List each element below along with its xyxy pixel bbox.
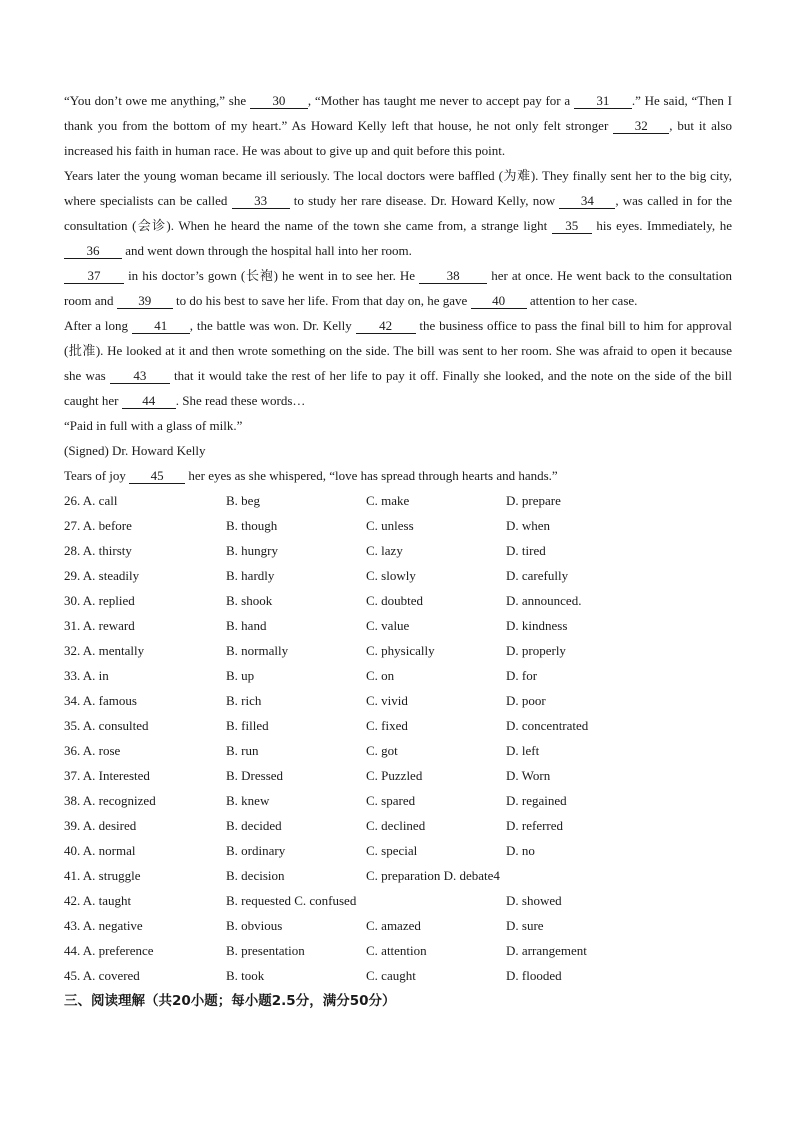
option-d: D. announced. [506,593,582,608]
section-heading: 三、阅读理解（共20小题；每小题2.5分，满分50分） [64,993,396,1009]
passage-text: “You don’t owe me anything,” she [64,93,250,108]
option-b: B. knew [226,793,270,808]
option-b: B. requested C. confused [226,893,357,908]
option-d: D. tired [506,543,546,558]
option-c: C. slowly [366,568,416,583]
option-row [64,688,732,713]
option-row [64,613,732,638]
option-b: B. beg [226,493,260,508]
option-b: B. obvious [226,918,283,933]
option-a: 26. A. call [64,493,118,508]
option-c: C. spared [366,793,416,808]
option-a: 42. A. taught [64,893,132,908]
option-c: C. lazy [366,543,403,558]
blank-42: 42 [356,318,416,334]
option-a: 41. A. struggle [64,868,141,883]
option-c: C. Puzzled [366,768,423,783]
option-row [64,863,732,888]
passage-text: , “Mother has taught me never to accept pay for a [307,93,574,108]
blank-30: 30 [250,93,308,109]
option-a: 29. A. steadily [64,568,140,583]
option-row [64,963,732,988]
option-row [64,563,732,588]
passage-text: , was called in for the consultation (会诊). When he heard the name of the town she came from, a strange light [64,193,732,233]
option-b: B. presentation [226,943,305,958]
blank-45: 45 [129,468,185,484]
option-a: 40. A. normal [64,843,136,858]
option-row [64,838,732,863]
option-c: C. make [366,493,410,508]
option-row [64,738,732,763]
option-d: D. for [506,668,538,683]
option-b: B. though [226,518,278,533]
option-c: C. caught [366,968,416,983]
blank-38: 38 [419,268,487,284]
option-row [64,938,732,963]
option-d: D. properly [506,643,566,658]
blank-31: 31 [574,93,632,109]
blank-37: 37 [64,268,124,284]
option-c: C. physically [366,643,435,658]
option-c: C. unless [366,518,414,533]
passage-text: to study her rare disease. Dr. Howard Kelly, now [289,193,560,208]
passage-text: Tears of joy [64,468,130,483]
option-b: B. run [226,743,259,758]
option-d: D. when [506,518,551,533]
option-a: 34. A. famous [64,693,137,708]
blank-44: 44 [122,393,176,409]
option-a: 38. A. recognized [64,793,156,808]
option-a: 43. A. negative [64,918,143,933]
blank-34: 34 [559,193,615,209]
option-d: D. left [506,743,540,758]
option-row [64,888,732,913]
passage-paragraph-4 [64,313,732,413]
option-c: C. got [366,743,398,758]
passage-text: , the battle was won. Dr. Kelly [189,318,356,333]
passage-text: attention to her case. [526,293,638,308]
blank-40: 40 [471,293,527,309]
option-d: D. carefully [506,568,569,583]
blank-39: 39 [117,293,173,309]
option-a: 39. A. desired [64,818,137,833]
passage-text: in his doctor’s gown (长袍) he went in to see her. He [124,268,420,283]
passage-text: . She read these words… [175,393,306,408]
option-c: C. special [366,843,418,858]
option-a: 32. A. mentally [64,643,145,658]
blank-35: 35 [552,218,592,234]
option-b: B. decided [226,818,282,833]
passage-text: Years later the young woman became ill seriously. The local doctors were baffled (为难). They finally sent her to the big city, where specialists can be called [64,168,732,208]
option-a: 44. A. preference [64,943,154,958]
option-c: C. amazed [366,918,421,933]
option-b: B. Dressed [226,768,284,783]
option-c: C. vivid [366,693,408,708]
option-a: 28. A. thirsty [64,543,132,558]
option-row [64,638,732,663]
option-row [64,588,732,613]
option-c: C. value [366,618,410,633]
option-row [64,713,732,738]
option-b: B. hand [226,618,267,633]
option-b: B. ordinary [226,843,286,858]
option-c: C. declined [366,818,426,833]
passage-text: that it would take the rest of her life to pay it off. Finally she looked, and the note on the side of the bill caught her [64,368,733,408]
option-b: B. took [226,968,265,983]
option-row [64,663,732,688]
option-row [64,788,732,813]
option-a: 31. A. reward [64,618,135,633]
option-c: C. preparation D. debate4 [366,868,500,883]
option-row [64,913,732,938]
option-a: 27. A. before [64,518,132,533]
passage-text: his eyes. Immediately, he [591,218,733,233]
option-b: B. hungry [226,543,278,558]
passage-text: , but it also increased his faith in human race. He was about to give up and quit before this point. [64,118,733,158]
document-page [64,88,732,1014]
blank-43: 43 [110,368,170,384]
option-row [64,488,732,513]
option-a: 45. A. covered [64,968,140,983]
passage-text: her at once. He went back to the consultation room and [64,268,732,308]
option-b: B. shook [226,593,273,608]
passage-text: the business office to pass the final bill to him for approval (批准). He looked at it and then wrote something on the side. The bill was sent to her room. She was afraid to open it because she was [64,318,733,383]
passage-text: her eyes as she whispered, “love has spread through hearts and hands.” [185,468,558,483]
passage-paragraph-1 [64,88,732,163]
option-a: 36. A. rose [64,743,121,758]
option-a: 30. A. replied [64,593,135,608]
option-d: D. flooded [506,968,562,983]
option-d: D. arrangement [506,943,587,958]
passage-paragraph-5 [64,463,732,488]
option-b: B. rich [226,693,262,708]
option-b: B. decision [226,868,285,883]
option-d: D. referred [506,818,564,833]
option-d: D. no [506,843,535,858]
options-list [64,488,732,988]
option-b: B. hardly [226,568,275,583]
option-b: B. normally [226,643,289,658]
option-a: 35. A. consulted [64,718,149,733]
option-b: B. up [226,668,255,683]
option-d: D. kindness [506,618,568,633]
blank-32: 32 [613,118,669,134]
passage-text: to do his best to save her life. From that day on, he gave [172,293,471,308]
blank-41: 41 [132,318,190,334]
passage-text: and went down through the hospital hall into her room. [122,243,412,258]
blank-36: 36 [64,243,122,259]
passage-text: .” He said, “Then I thank you from the bottom of my heart.” As Howard Kelly left that house, he not only felt stronger [64,93,732,133]
option-c: C. fixed [366,718,408,733]
option-d: D. concentrated [506,718,589,733]
quote-line: “Paid in full with a glass of milk.” [64,418,243,433]
option-row [64,538,732,563]
option-a: 37. A. Interested [64,768,150,783]
option-d: D. Worn [506,768,551,783]
option-c: C. attention [366,943,427,958]
option-d: D. poor [506,693,546,708]
option-c: C. on [366,668,395,683]
option-row [64,513,732,538]
option-d: D. prepare [506,493,561,508]
passage-text: After a long [64,318,132,333]
option-d: D. showed [506,893,562,908]
option-b: B. filled [226,718,269,733]
passage-paragraph-3 [64,263,732,313]
passage-paragraph-2 [64,163,732,263]
option-row [64,763,732,788]
option-d: D. sure [506,918,544,933]
option-d: D. regained [506,793,567,808]
blank-33: 33 [232,193,290,209]
signed-line: (Signed) Dr. Howard Kelly [64,443,206,458]
option-row [64,813,732,838]
option-c: C. doubted [366,593,424,608]
option-a: 33. A. in [64,668,109,683]
